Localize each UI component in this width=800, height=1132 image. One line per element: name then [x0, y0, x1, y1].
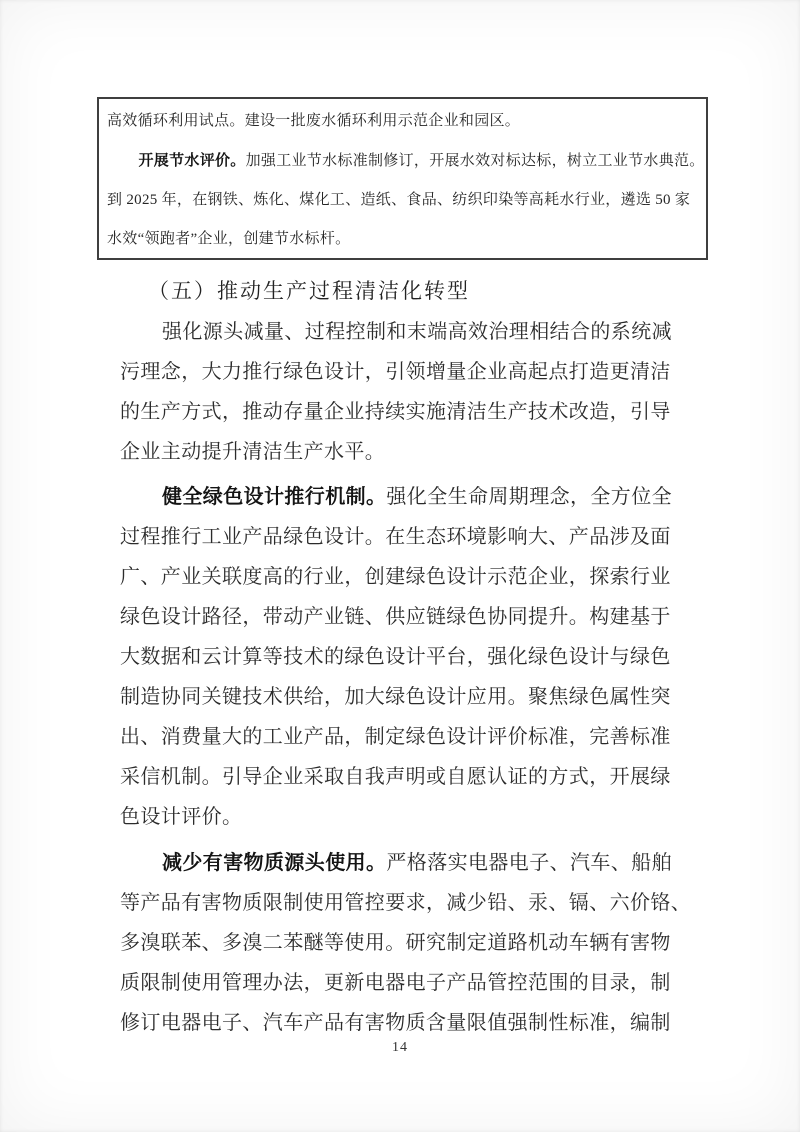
line-text: 加强工业节水标准制修订，开展水效对标达标，树立工业节水典范。 — [245, 153, 705, 169]
line-text: 多溴联苯、多溴二苯醚等使用。研究制定道路机动车辆有害物 — [120, 932, 671, 954]
text-line — [120, 517, 686, 557]
text-line — [107, 181, 706, 220]
text-line — [120, 717, 686, 757]
text-line — [120, 677, 686, 717]
text-line — [120, 352, 686, 392]
line-text: 质限制使用管理办法，更新电器电子产品管控范围的目录，制 — [120, 972, 671, 994]
line-text: 到 2025 年，在钢铁、炼化、煤化工、造纸、食品、纺织印染等高耗水行业，遴选 50 家 — [107, 192, 691, 208]
line-text: 企业主动提升清洁生产水平。 — [120, 441, 386, 463]
text-line — [120, 797, 686, 837]
text-line — [120, 757, 686, 797]
line-text: 大数据和云计算等技术的绿色设计平台，强化绿色设计与绿色 — [120, 646, 671, 668]
text-line — [120, 883, 692, 923]
text-line — [107, 102, 706, 141]
line-text: 等产品有害物质限制使用管控要求，减少铅、汞、镉、六价铬、 — [120, 892, 692, 914]
text-line — [120, 432, 686, 472]
line-text: 水效“领跑者”企业，创建节水标杆。 — [107, 231, 351, 247]
callout-box — [97, 97, 708, 260]
text-line — [120, 843, 686, 883]
text-line — [120, 312, 686, 352]
paragraph — [120, 843, 692, 1043]
section-heading: （五）推动生产过程清洁化转型 — [148, 279, 470, 303]
line-text: 制造协同关键技术供给，加大绿色设计应用。聚焦绿色属性突 — [120, 686, 671, 708]
text-line — [120, 637, 686, 677]
line-text: 强化源头减量、过程控制和末端高效治理相结合的系统减 — [162, 321, 672, 343]
line-text: 过程推行工业产品绿色设计。在生态环境影响大、产品涉及面 — [120, 526, 671, 548]
line-text: 严格落实电器电子、汽车、船舶 — [386, 852, 673, 874]
bold-lead-in: 减少有害物质源头使用。 — [162, 852, 387, 874]
text-line — [120, 477, 686, 517]
text-line — [120, 923, 686, 963]
text-line — [120, 963, 686, 1003]
line-text: 的生产方式，推动存量企业持续实施清洁生产技术改造，引导 — [120, 401, 671, 423]
bold-lead-in: 健全绿色设计推行机制。 — [162, 486, 387, 508]
page-number: 14 — [392, 1040, 408, 1055]
text-line — [120, 557, 686, 597]
line-text: 广、产业关联度高的行业，创建绿色设计示范企业，探索行业 — [120, 566, 671, 588]
paragraph — [120, 312, 686, 472]
line-text: 修订电器电子、汽车产品有害物质含量限值强制性标准，编制 — [120, 1012, 671, 1034]
bold-lead-in: 开展节水评价。 — [138, 152, 246, 169]
text-line — [120, 392, 686, 432]
line-text: 采信机制。引导企业采取自我声明或自愿认证的方式，开展绿 — [120, 766, 671, 788]
paragraph — [120, 477, 686, 837]
line-text: 强化全生命周期理念，全方位全 — [386, 486, 673, 508]
line-text: 色设计评价。 — [120, 806, 243, 828]
text-line — [120, 1003, 686, 1043]
line-text: 高效循环利用试点。建设一批废水循环利用示范企业和园区。 — [107, 113, 521, 129]
line-text: 绿色设计路径，带动产业链、供应链绿色协同提升。构建基于 — [120, 606, 671, 628]
document-body — [120, 270, 692, 1043]
line-text: 出、消费量大的工业产品，制定绿色设计评价标准，完善标准 — [120, 726, 671, 748]
text-line — [120, 597, 686, 637]
text-line — [107, 141, 706, 181]
line-text: 污理念，大力推行绿色设计，引领增量企业高起点打造更清洁 — [120, 361, 671, 383]
text-line — [107, 220, 706, 259]
